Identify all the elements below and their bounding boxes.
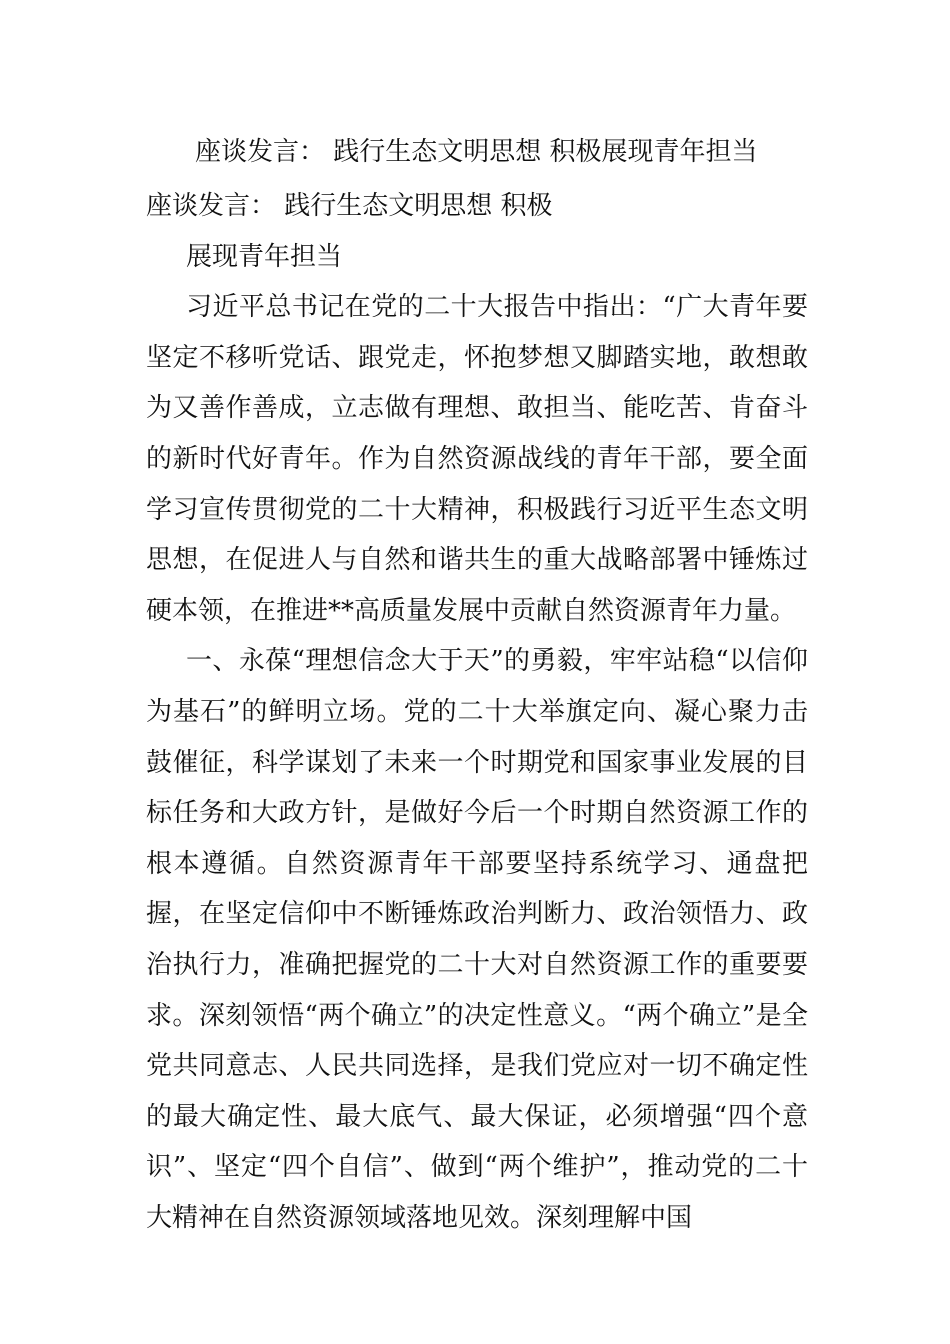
document-body <box>146 181 808 1243</box>
document-title: 座谈发言： 践行生态文明思想 积极展现青年担当 <box>195 137 758 167</box>
paragraph-section-one: 一、永葆“理想信念大于天”的勇毅，牢牢站稳“以信仰为基石”的鲜明立场。党的二十大举旗定向、凝心聚力击鼓催征，科学谋划了未来一个时期党和国家事业发展的目标任务和大政方针，是做好今后一个时期自然资源工作的根本遵循。自然资源青年干部要坚持系统学习、通盘把握，在坚定信仰中不断锤炼政治判断力、政治领悟力、政治执行力，准确把握党的二十大对自然资源工作的重要要求。深刻领悟“两个确立”的决定性意义。“两个确立”是全党共同意志、人民共同选择，是我们党应对一切不确定性的最大确定性、最大底气、最大保证，必须增强“四个意识”、坚定“四个自信”、做到“两个维护”，推动党的二十大精神在自然资源领域落地见效。深刻理解中国 <box>146 646 808 1233</box>
heading-line-2: 展现青年担当 <box>186 241 343 272</box>
paragraph-intro: 习近平总书记在党的二十大报告中指出：“广大青年要坚定不移听党话、跟党走，怀抱梦想又脚踏实地，敢想敢为又善作善成，立志做有理想、敢担当、能吃苦、肯奋斗的新时代好青年。作为自然资源战线的青年干部，要全面学习宣传贯彻党的二十大精神，积极践行习近平生态文明思想，在促进人与自然和谐共生的重大战略部署中锤炼过硬本领，在推进**高质量发展中贡献自然资源青年力量。 <box>146 292 808 626</box>
heading-line-1: 座谈发言： 践行生态文明思想 积极 <box>146 191 553 221</box>
